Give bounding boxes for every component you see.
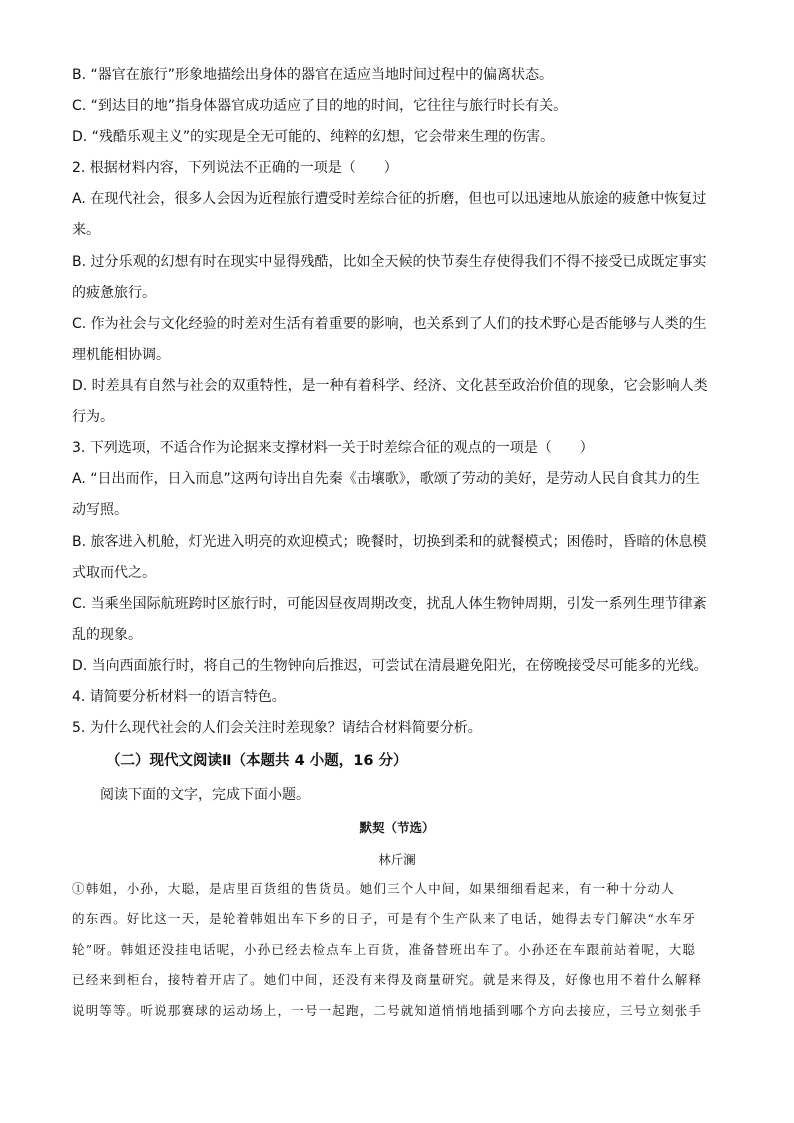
question-5: 5. 为什么现代社会的人们会关注时差现象？请结合材料简要分析。	[72, 720, 482, 736]
q3-option-b: B. 旅客进入机舱，灯光进入明亮的欢迎模式；晚餐时，切换到柔和的就餐模式；困倦时，昏暗的休息模	[72, 534, 707, 550]
q3-option-b-cont: 式取而代之。	[72, 565, 156, 581]
story-author: 林斤澜	[378, 852, 416, 867]
q2-option-d: D. 时差具有自然与社会的双重特性，是一种有着科学、经济、文化甚至政治价值的现象，它会影响人类	[72, 378, 708, 394]
q3-option-c: C. 当乘坐国际航班跨时区旅行时，可能因昼夜周期改变，扰乱人体生物钟周期，引发一系列生理节律紊	[72, 596, 707, 612]
q2-option-b-cont: 的疲惫旅行。	[72, 285, 156, 301]
question-3: 3. 下列选项，不适合作为论据来支撑材料一关于时差综合征的观点的一项是（ ）	[72, 440, 594, 456]
story-paragraph-line: ①韩姐，小孙，大聪，是店里百货组的售货员。她们三个人中间，如果细细看起来，有一种十分动人	[72, 881, 675, 896]
question-4: 4. 请简要分析材料一的语言特色。	[72, 689, 286, 705]
option-b-text: B. “器官在旅行”形象地描绘出身体的器官在适应当地时间过程中的偏离状态。	[72, 67, 554, 83]
q2-option-c-cont: 理机能相协调。	[72, 347, 170, 363]
q2-option-a-cont: 来。	[72, 222, 100, 238]
option-d-text: D. “残酷乐观主义”的实现是全无可能的、纯粹的幻想，它会带来生理的伤害。	[72, 129, 555, 145]
q2-option-c: C. 作为社会与文化经验的时差对生活有着重要的影响，也关系到了人们的技术野心是否能够与人类的生	[72, 316, 707, 332]
q2-option-d-cont: 行为。	[72, 409, 114, 425]
story-paragraph-line: 轮”呀。韩姐还没挂电话呢，小孙已经去检点车上百货，准备替班出车了。小孙还在车跟前站着呢，大聪	[72, 942, 697, 957]
story-paragraph-line: 的东西。好比这一天，是轮着韩姐出车下乡的日子，可是有个生产队来了电话，她得去专门解决“水车牙	[72, 911, 697, 926]
q2-option-b: B. 过分乐观的幻想有时在现实中显得残酷，比如全天候的快节奏生存使得我们不得不接受已成既定事实	[72, 254, 707, 270]
story-title: 默契（节选）	[359, 820, 435, 835]
q3-option-d: D. 当向西面旅行时，将自己的生物钟向后推迟，可尝试在清晨避免阳光，在傍晚接受尽可能多的光线。	[72, 658, 708, 674]
story-paragraph-line: 说明等等。听说那赛球的运动场上，一号一起跑，二号就知道悄悄地插到哪个方向去接应，三号立刻张手	[72, 1003, 703, 1018]
reading-instruction: 阅读下面的文字，完成下面小题。	[100, 787, 310, 803]
question-2: 2. 根据材料内容，下列说法不正确的一项是（ ）	[72, 160, 398, 176]
section-heading: （二）现代文阅读Ⅱ（本题共 4 小题，16 分）	[106, 753, 408, 769]
q3-option-a: A. “日出而作，日入而息”这两句诗出自先秦《击壤歌》，歌颂了劳动的美好，是劳动人民自食其力的生	[72, 471, 700, 487]
option-c-text: C. “到达目的地”指身体器官成功适应了目的地的时间，它往往与旅行时长有关。	[72, 98, 568, 114]
q3-option-c-cont: 乱的现象。	[72, 627, 142, 643]
q2-option-a: A. 在现代社会，很多人会因为近程旅行遭受时差综合征的折磨，但也可以迅速地从旅途的疲惫中恢复过	[72, 191, 707, 207]
q3-option-a-cont: 动写照。	[72, 502, 128, 518]
story-paragraph-line: 已经来到柜台，接特着开店了。她们中间，还没有来得及商量研究。就是来得及，好像也用不着什么解释	[72, 972, 703, 987]
